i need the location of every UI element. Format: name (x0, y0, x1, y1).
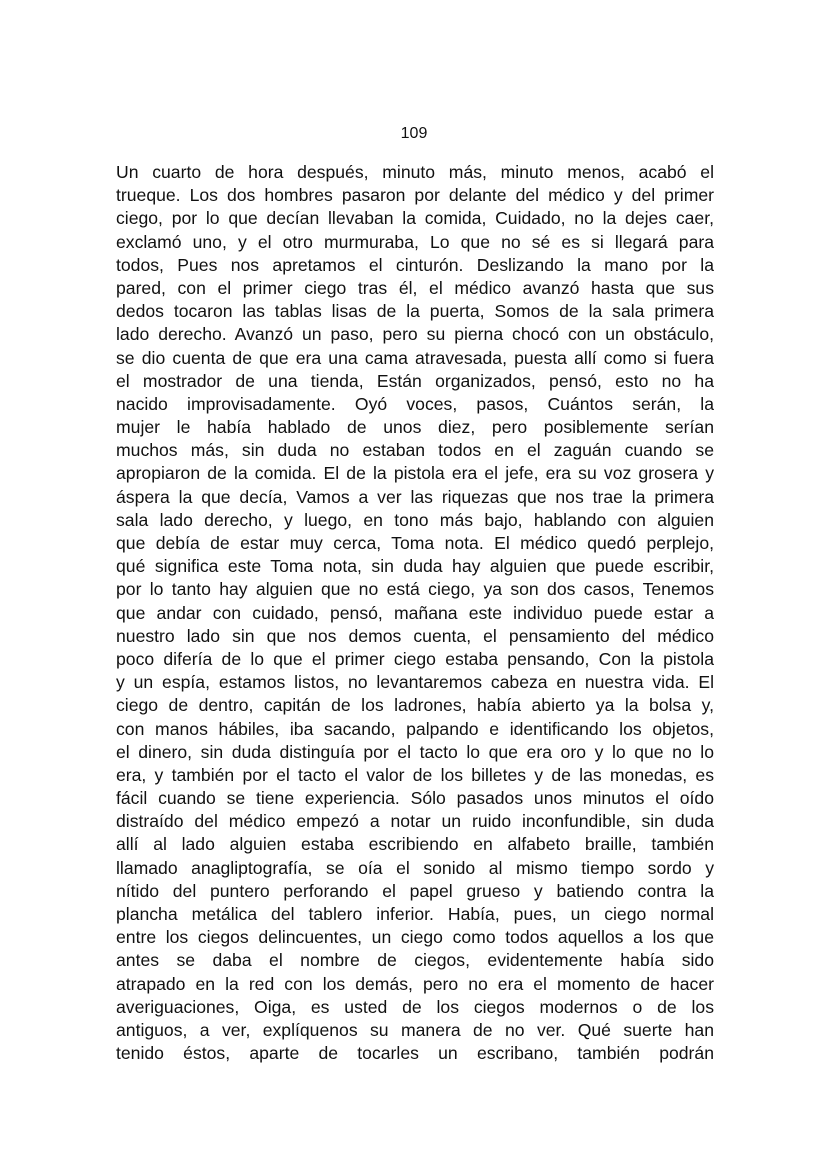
text-line: lado derecho. Avanzó un paso, pero su pierna chocó con un obstáculo, (116, 324, 714, 345)
text-line: qué significa este Toma nota, sin duda hay alguien que puede escribir, (116, 556, 714, 577)
text-line: trueque. Los dos hombres pasaron por delante del médico y del primer (116, 185, 714, 206)
text-line: exclamó uno, y el otro murmuraba, Lo que no sé es si llegará para (116, 231, 714, 252)
text-line: antiguos, a ver, explíquenos su manera de no ver. Qué suerte han (116, 1019, 714, 1040)
text-line: entre los ciegos delincuentes, un ciego como todos aquellos a los que (116, 927, 714, 948)
text-line: dedos tocaron las tablas lisas de la puerta, Somos de la sala primera (116, 301, 714, 322)
text-line: tenido éstos, aparte de tocarles un escribano, también podrán (116, 1043, 714, 1064)
text-line: allí al lado alguien estaba escribiendo en alfabeto braille, también (116, 834, 714, 855)
text-line: nítido del puntero perforando el papel grueso y batiendo contra la (116, 880, 714, 901)
text-line: llamado anagliptografía, se oía el sonido al mismo tiempo sordo y (116, 857, 714, 878)
text-line: apropiaron de la comida. El de la pistola era el jefe, era su voz grosera y (116, 463, 714, 484)
text-line: muchos más, sin duda no estaban todos en el zaguán cuando se (116, 440, 714, 461)
text-line: todos, Pues nos apretamos el cinturón. Deslizando la mano por la (116, 254, 714, 275)
page-number: 109 (400, 125, 428, 142)
text-line: que debía de estar muy cerca, Toma nota. El médico quedó perplejo, (116, 533, 714, 553)
text-line: plancha metálica del tablero inferior. Había, pues, un ciego normal (116, 904, 714, 924)
text-line: distraído del médico empezó a notar un ruido inconfundible, sin duda (116, 811, 714, 832)
text-line: poco difería de lo que el primer ciego estaba pensando, Con la pistola (116, 648, 714, 669)
text-line: nuestro lado sin que nos demos cuenta, el pensamiento del médico (116, 625, 714, 646)
text-line: antes se daba el nombre de ciegos, evidentemente había sido (116, 950, 714, 971)
text-line: atrapado en la red con los demás, pero no era el momento de hacer (116, 973, 714, 994)
text-line: áspera la que decía, Vamos a ver las riquezas que nos trae la primera (116, 486, 714, 507)
text-line: mujer le había hablado de unos diez, pero posiblemente serían (116, 417, 714, 438)
text-line: ciego de dentro, capitán de los ladrones, había abierto ya la bolsa y, (116, 695, 714, 716)
body-text (116, 161, 714, 1065)
text-line: que andar con cuidado, pensó, mañana este individuo puede estar a (116, 602, 714, 623)
text-line: pared, con el primer ciego tras él, el médico avanzó hasta que sus (116, 277, 714, 298)
text-line: era, y también por el tacto el valor de los billetes y de las monedas, es (116, 764, 714, 785)
text-line: nacido improvisadamente. Oyó voces, pasos, Cuántos serán, la (116, 393, 714, 414)
text-line: averiguaciones, Oiga, es usted de los ciegos modernos o de los (116, 996, 714, 1017)
text-line: Un cuarto de hora después, minuto más, minuto menos, acabó el (116, 162, 714, 182)
text-line: y un espía, estamos listos, no levantaremos cabeza en nuestra vida. El (116, 672, 714, 693)
text-line: el dinero, sin duda distinguía por el tacto lo que era oro y lo que no lo (116, 741, 714, 762)
text-line: por lo tanto hay alguien que no está ciego, ya son dos casos, Tenemos (116, 579, 714, 600)
text-line: ciego, por lo que decían llevaban la comida, Cuidado, no la dejes caer, (116, 208, 714, 229)
text-line: el mostrador de una tienda, Están organizados, pensó, esto no ha (116, 370, 714, 391)
text-line: se dio cuenta de que era una cama atravesada, puesta allí como si fuera (116, 347, 714, 368)
text-line: fácil cuando se tiene experiencia. Sólo pasados unos minutos el oído (116, 788, 714, 809)
text-line: sala lado derecho, y luego, en tono más bajo, hablando con alguien (116, 509, 714, 530)
text-line: con manos hábiles, iba sacando, palpando e identificando los objetos, (116, 718, 714, 739)
